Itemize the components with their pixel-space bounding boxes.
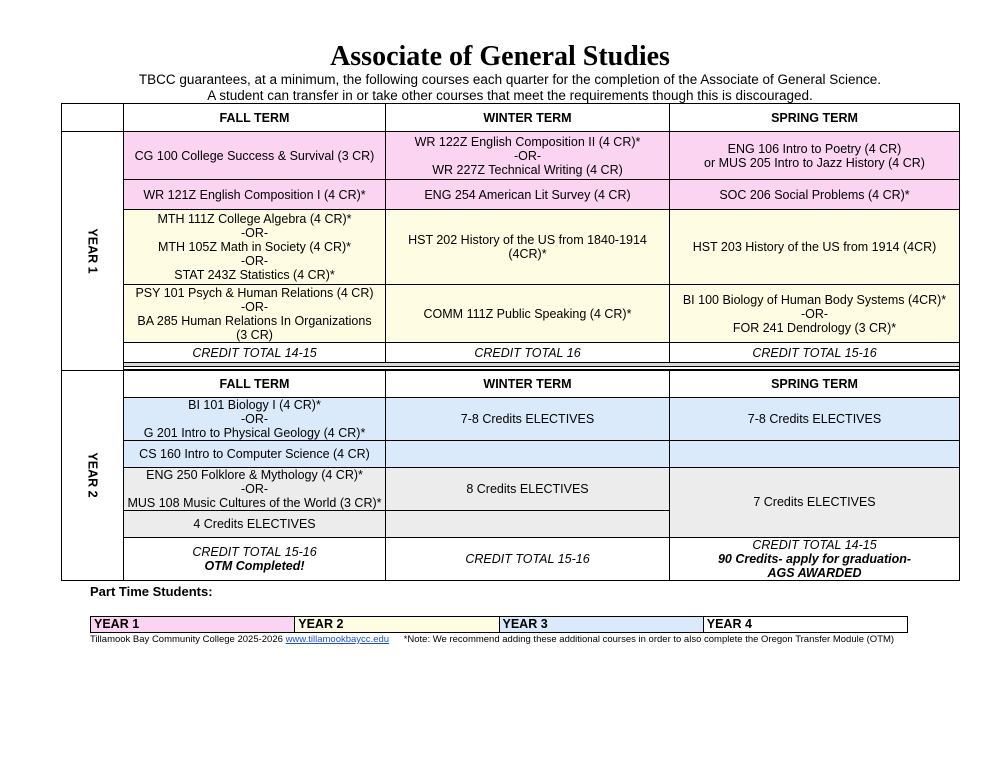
y1-spring-course-2: SOC 206 Social Problems (4 CR)*: [670, 180, 960, 210]
y1-spring-course-4: BI 100 Biology of Human Body Systems (4CR)* -OR- FOR 241 Dendrology (3 CR)*: [670, 285, 960, 343]
y2-spring-total-text: CREDIT TOTAL 14-15: [752, 537, 877, 552]
y2-fall-course-2: CS 160 Intro to Computer Science (4 CR): [124, 440, 386, 467]
y1-fall-course-2: WR 121Z English Composition I (4 CR)*: [124, 180, 386, 210]
y2-winter-header: WINTER TERM: [386, 370, 670, 397]
part-time-year-4: YEAR 4: [703, 617, 907, 633]
y1-spring-course-1: ENG 106 Intro to Poetry (4 CR) or MUS 205 Intro to Jazz History (4 CR): [670, 132, 960, 180]
y1-winter-course-1: WR 122Z English Composition II (4 CR)* -OR- WR 227Z Technical Writing (4 CR): [386, 132, 670, 180]
y2-fall-course-1: BI 101 Biology I (4 CR)* -OR- G 201 Intro to Physical Geology (4 CR)*: [124, 397, 386, 440]
y2-winter-blank-cell: [386, 440, 670, 467]
y2-spring-electives: 7-8 Credits ELECTIVES: [670, 397, 960, 440]
y2-fall-total-text: CREDIT TOTAL 15-16: [192, 544, 317, 559]
subtitle-line-1: TBCC guarantees, at a minimum, the following courses each quarter for the completion of the Associate of General Science.: [138, 72, 882, 87]
year-2-label-cell: [62, 370, 124, 580]
otm-completed-text: OTM Completed!: [204, 558, 305, 573]
part-time-year-3: YEAR 3: [499, 617, 703, 633]
y1-fall-course-4: PSY 101 Psych & Human Relations (4 CR) -OR- BA 285 Human Relations In Organizations (3 CR): [124, 285, 386, 343]
part-time-years-table: [90, 616, 908, 633]
y2-fall-credit-total: [124, 537, 386, 580]
y2-fall-course-4: 4 Credits ELECTIVES: [124, 510, 386, 537]
subtitle-line-2: A student can transfer in or take other courses that meet the requirements though this is discouraged.: [207, 88, 813, 103]
course-plan-table: [61, 103, 960, 581]
year-1-label-cell: [62, 132, 124, 371]
page-title: Associate of General Studies: [330, 41, 670, 72]
year-2-label: YEAR 2: [85, 452, 100, 498]
footer: [90, 634, 894, 646]
y1-fall-course-3: MTH 111Z College Algebra (4 CR)* -OR- MTH 105Z Math in Society (4 CR)* -OR- STAT 243Z Statistics (4 CR)*: [124, 210, 386, 285]
y1-winter-header: WINTER TERM: [386, 104, 670, 132]
year-1-label: YEAR 1: [85, 228, 100, 274]
y1-spring-credit-total: CREDIT TOTAL 15-16: [670, 343, 960, 363]
part-time-year-2: YEAR 2: [295, 617, 499, 633]
y1-winter-credit-total: CREDIT TOTAL 16: [386, 343, 670, 363]
y1-fall-header: FALL TERM: [124, 104, 386, 132]
y1-winter-course-4: COMM 111Z Public Speaking (4 CR)*: [386, 285, 670, 343]
graduation-text: 90 Credits- apply for graduation-: [717, 551, 912, 566]
ags-awarded-text: AGS AWARDED: [767, 565, 862, 580]
part-time-year-1: YEAR 1: [91, 617, 295, 633]
y2-fall-course-3: ENG 250 Folklore & Mythology (4 CR)* -OR- MUS 108 Music Cultures of the World (3 CR)*: [124, 467, 386, 510]
y1-spring-header: SPRING TERM: [670, 104, 960, 132]
y1-winter-course-3: HST 202 History of the US from 1840-1914 (4CR)*: [386, 210, 670, 285]
y2-spring-gray-electives: 7 Credits ELECTIVES: [670, 467, 960, 537]
college-website-link[interactable]: www.tillamookbaycc.edu: [285, 634, 390, 645]
corner-cell: [62, 104, 124, 132]
y1-fall-course-1: CG 100 College Success & Survival (3 CR): [124, 132, 386, 180]
part-time-label: Part Time Students:: [90, 584, 213, 599]
y1-winter-course-2: ENG 254 American Lit Survey (4 CR): [386, 180, 670, 210]
y2-spring-credit-total: [670, 537, 960, 580]
y2-winter-electives: 7-8 Credits ELECTIVES: [386, 397, 670, 440]
y1-fall-credit-total: CREDIT TOTAL 14-15: [124, 343, 386, 363]
footer-college: Tillamook Bay Community College 2025-2026: [90, 634, 283, 645]
y1-spring-course-3: HST 203 History of the US from 1914 (4CR): [670, 210, 960, 285]
y2-winter-credit-total: CREDIT TOTAL 15-16: [386, 537, 670, 580]
y2-fall-header: FALL TERM: [124, 370, 386, 397]
otm-note: *Note: We recommend adding these additional courses in order to also complete the Oregon Transfer Module (OTM): [403, 634, 895, 645]
y2-winter-gray-blank: [386, 510, 670, 537]
y2-spring-header: SPRING TERM: [670, 370, 960, 397]
y2-spring-blank-cell: [670, 440, 960, 467]
y2-winter-gray-electives: 8 Credits ELECTIVES: [386, 467, 670, 510]
